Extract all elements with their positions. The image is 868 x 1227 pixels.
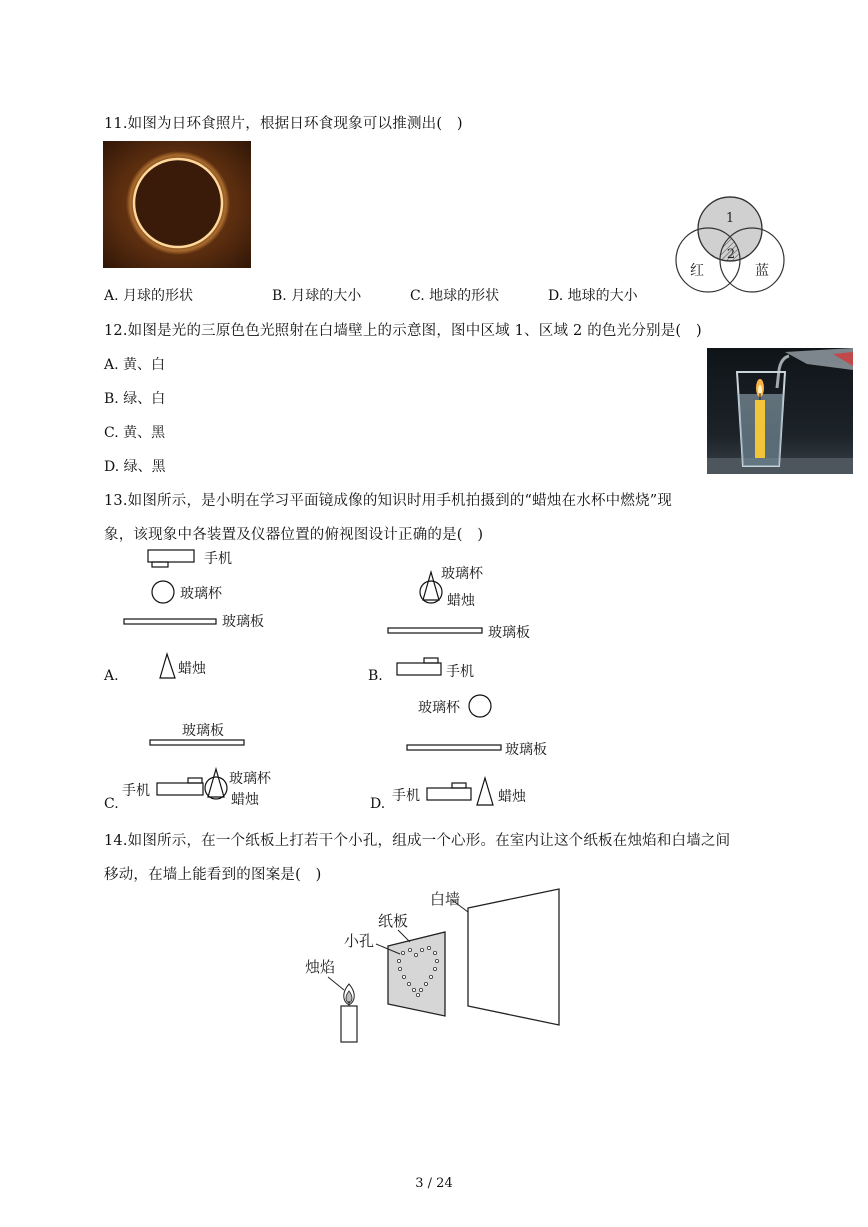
- a-glass-label: 玻璃板: [222, 614, 264, 630]
- q12-option-c[interactable]: C. 黄、黑: [104, 425, 166, 441]
- candle-in-cup-photo: [707, 348, 853, 474]
- d-cup-label: 玻璃杯: [418, 700, 460, 716]
- q12-option-d[interactable]: D. 绿、黑: [104, 459, 166, 475]
- c-candle-label: 蜡烛: [231, 792, 259, 808]
- q13-stem-line2: 象，该现象中各装置及仪器位置的俯视图设计正确的是( ): [104, 527, 484, 543]
- q14-stem-line1: 14.如图所示，在一个纸板上打若干个小孔，组成一个心形。在室内让这个纸板在烛焰和白墙之间: [104, 833, 731, 849]
- q12-option-a[interactable]: A. 黄、白: [104, 357, 166, 373]
- wall-label: 白墙: [430, 890, 461, 908]
- hole-label: 小孔: [344, 932, 375, 950]
- a-cup-label: 玻璃杯: [180, 586, 222, 602]
- q11-option-b[interactable]: B. 月球的大小: [272, 288, 362, 304]
- q11-option-d[interactable]: D. 地球的大小: [548, 288, 638, 304]
- b-glass-label: 玻璃板: [488, 625, 530, 641]
- pinhole-heart-figure: [300, 884, 570, 1049]
- q12-stem: 12.如图是光的三原色色光照射在白墙壁上的示意图，图中区域 1、区域 2 的色光分别是( ): [104, 323, 702, 339]
- c-phone-label: 手机: [122, 783, 150, 799]
- q11-stem: 11.如图为日环食照片，根据日环食现象可以推测出( ): [104, 116, 463, 132]
- q13-stem-line1: 13.如图所示，是小明在学习平面镜成像的知识时用手机拍摄到的“蜡烛在水杯中燃烧”现: [104, 493, 673, 509]
- q12-option-b[interactable]: B. 绿、白: [104, 391, 166, 407]
- color-venn-diagram: [673, 195, 789, 295]
- q14-stem-line2: 移动，在墙上能看到的图案是( ): [104, 867, 322, 883]
- venn-region-1-label: 1: [725, 211, 735, 226]
- d-phone-label: 手机: [392, 788, 420, 804]
- venn-region-2-label: 2: [726, 247, 736, 262]
- a-phone-label: 手机: [204, 551, 232, 567]
- q13-option-a-letter[interactable]: A.: [104, 668, 119, 684]
- q13-option-b-letter[interactable]: B.: [368, 668, 383, 684]
- q13-option-a-figure[interactable]: [100, 545, 360, 685]
- d-candle-label: 蜡烛: [498, 789, 526, 805]
- a-candle-label: 蜡烛: [178, 661, 206, 677]
- board-label: 纸板: [378, 912, 409, 930]
- c-glass-label: 玻璃板: [182, 723, 224, 739]
- venn-blue-label: 蓝: [755, 263, 769, 279]
- b-phone-label: 手机: [446, 664, 474, 680]
- q11-option-c[interactable]: C. 地球的形状: [410, 288, 500, 304]
- q13-option-d-figure[interactable]: [390, 690, 570, 815]
- b-candle-label: 蜡烛: [447, 593, 475, 609]
- venn-red-label: 红: [690, 263, 704, 279]
- flame-label: 烛焰: [305, 958, 336, 976]
- page-number: 3 / 24: [415, 1176, 453, 1191]
- d-glass-label: 玻璃板: [505, 742, 547, 758]
- q11-option-a[interactable]: A. 月球的形状: [104, 288, 194, 304]
- q13-option-d-letter[interactable]: D.: [370, 796, 386, 812]
- b-cup-label: 玻璃杯: [441, 566, 483, 582]
- c-cup-label: 玻璃杯: [229, 771, 271, 787]
- q13-option-c-letter[interactable]: C.: [104, 796, 119, 812]
- q13-option-b-figure[interactable]: [380, 558, 580, 688]
- eclipse-photo: [103, 141, 251, 268]
- q13-option-c-figure[interactable]: [118, 715, 308, 815]
